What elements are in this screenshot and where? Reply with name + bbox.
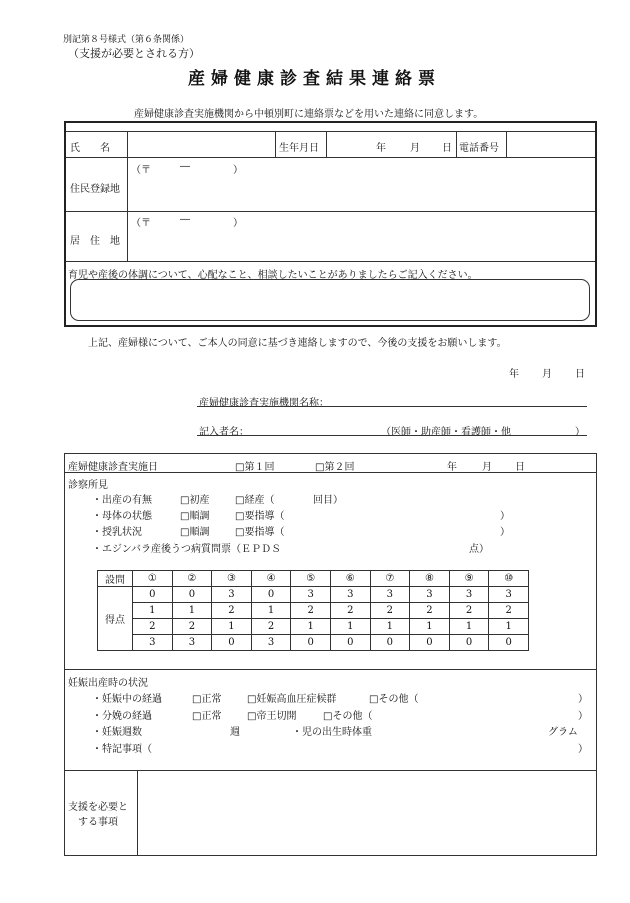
form-number: 別記第８号様式（第６条関係） (63, 35, 190, 45)
support-needed-label-2: する事項 (78, 817, 118, 828)
epds-score-cell[interactable]: 2 (449, 603, 489, 619)
request-year: 年 (509, 369, 519, 380)
birth-first-checkbox[interactable]: □初産 (180, 495, 210, 506)
epds-points: 点） (469, 544, 489, 555)
epds-score-cell[interactable]: 0 (133, 587, 173, 603)
epds-score-cell[interactable]: 1 (370, 619, 410, 635)
dob-day: 日 (442, 143, 452, 154)
epds-score-cell[interactable]: 0 (489, 635, 529, 651)
request-month: 月 (542, 369, 552, 380)
form-subtitle: （支援が必要とされる方） (68, 47, 200, 60)
epds-score-cell[interactable]: 2 (291, 603, 331, 619)
epds-score-cell[interactable]: 0 (291, 635, 331, 651)
concerns-box[interactable] (70, 279, 590, 321)
epds-score-cell[interactable]: 0 (410, 635, 450, 651)
dob-label: 生年月日 (279, 143, 319, 154)
epds-question-number: ⑦ (370, 571, 410, 587)
pregnancy-status-label: 妊娠出産時の状況 (68, 678, 148, 689)
epds-score-cell[interactable]: 3 (370, 587, 410, 603)
birth-label: ・出産の有無 (92, 495, 152, 506)
dob-year: 年 (376, 143, 386, 154)
close-paren: ） (578, 711, 588, 722)
request-statement: 上記、産婦様について、ご本人の同意に基づき連絡しますので、今後の支援をお願いします。 (88, 338, 507, 349)
epds-score-cell[interactable]: 0 (330, 635, 370, 651)
exam-round-2[interactable]: □第２回 (315, 462, 355, 473)
mother-good-checkbox[interactable]: □順調 (180, 511, 210, 522)
epds-score-cell[interactable]: 0 (449, 635, 489, 651)
writer-close: ） (575, 427, 585, 438)
exam-date-label: 産婦健康診査実施日 (68, 462, 158, 473)
course-hypertension-checkbox[interactable]: □妊娠高血圧症候群 (247, 694, 337, 705)
residence-label: 居 住 地 (70, 236, 120, 247)
epds-score-cell[interactable]: 2 (330, 603, 370, 619)
epds-score-cell[interactable]: 2 (133, 619, 173, 635)
close-paren: ） (500, 511, 510, 522)
birth-times: 回目） (313, 495, 343, 506)
writer-roles: （医師・助産師・看護師・他 (381, 427, 511, 438)
epds-label: ・エジンバラ産後うつ病質問票（ＥＰＤＳ (92, 544, 282, 555)
postal-close: ） (233, 218, 243, 229)
epds-score-cell[interactable]: 3 (489, 587, 529, 603)
postal-close: ） (233, 165, 243, 176)
phone-label: 電話番号 (459, 143, 499, 154)
birth-multi-checkbox[interactable]: □経産（ (235, 495, 275, 506)
epds-score-cell[interactable]: 0 (370, 635, 410, 651)
special-notes-label: ・特記事項（ (92, 744, 152, 755)
postal-open: （〒 (131, 218, 151, 229)
exam-round-1[interactable]: □第１回 (235, 462, 275, 473)
delivery-cesarean-checkbox[interactable]: □帝王切開 (247, 711, 297, 722)
epds-score-cell[interactable]: 3 (212, 587, 252, 603)
findings-label: 診察所見 (68, 480, 108, 491)
writer-name-label: 記入者名： (199, 427, 249, 438)
postal-open: （〒 (131, 165, 151, 176)
epds-score-cell[interactable]: 2 (489, 603, 529, 619)
weeks-unit: 週 (230, 727, 240, 738)
request-day: 日 (575, 369, 585, 380)
course-other-checkbox[interactable]: □その他（ (369, 694, 419, 705)
epds-score-cell[interactable]: 3 (172, 635, 212, 651)
mother-guidance-checkbox[interactable]: □要指導（ (235, 511, 285, 522)
lactation-guidance-checkbox[interactable]: □要指導（ (235, 527, 285, 538)
epds-score-cell[interactable]: 3 (449, 587, 489, 603)
epds-score-cell[interactable]: 2 (172, 619, 212, 635)
epds-score-cell[interactable]: 2 (410, 603, 450, 619)
close-paren: ） (578, 694, 588, 705)
epds-question-number: ④ (251, 571, 291, 587)
epds-score-cell[interactable]: 1 (330, 619, 370, 635)
course-normal-checkbox[interactable]: □正常 (192, 694, 222, 705)
epds-question-number: ⑧ (410, 571, 450, 587)
epds-score-cell[interactable]: 0 (251, 587, 291, 603)
institution-name-label: 産婦健康診査実施機関名称： (199, 398, 329, 409)
epds-question-number: ① (133, 571, 173, 587)
epds-score-cell[interactable]: 3 (410, 587, 450, 603)
epds-score-cell[interactable]: 1 (291, 619, 331, 635)
delivery-normal-checkbox[interactable]: □正常 (192, 711, 222, 722)
epds-score-cell[interactable]: 1 (449, 619, 489, 635)
epds-score-cell[interactable]: 0 (172, 587, 212, 603)
epds-question-number: ③ (212, 571, 252, 587)
delivery-course-label: ・分娩の経過 (92, 711, 152, 722)
dob-month: 月 (410, 143, 420, 154)
epds-question-header: 設問 (98, 571, 133, 587)
exam-year: 年 (447, 462, 457, 473)
epds-score-cell[interactable]: 1 (251, 603, 291, 619)
epds-question-number: ② (172, 571, 212, 587)
epds-score-cell[interactable]: 3 (330, 587, 370, 603)
close-paren: ） (578, 744, 588, 755)
epds-score-cell[interactable]: 1 (410, 619, 450, 635)
support-needed-label: 支援を必要と (68, 802, 128, 813)
mother-condition-label: ・母体の状態 (92, 511, 152, 522)
postal-dash: ― (180, 214, 190, 225)
epds-question-number: ⑩ (489, 571, 529, 587)
lactation-good-checkbox[interactable]: □順調 (180, 527, 210, 538)
epds-score-cell[interactable]: 2 (251, 619, 291, 635)
epds-score-cell[interactable]: 1 (172, 603, 212, 619)
epds-score-table (97, 570, 529, 651)
epds-score-cell[interactable]: 0 (212, 635, 252, 651)
concerns-prompt: 育児や産後の体調について、心配なこと、相談したいことがありましたらご記入ください。 (68, 270, 478, 281)
delivery-other-checkbox[interactable]: □その他（ (323, 711, 373, 722)
epds-question-number: ⑤ (291, 571, 331, 587)
close-paren: ） (500, 527, 510, 538)
pregnancy-course-label: ・妊娠中の経過 (92, 694, 162, 705)
epds-score-cell[interactable]: 2 (370, 603, 410, 619)
epds-score-header: 得点 (98, 587, 133, 651)
exam-day: 日 (515, 462, 525, 473)
birth-weight-label: ・児の出生時体重 (292, 727, 372, 738)
lactation-label: ・授乳状況 (92, 527, 142, 538)
epds-score-cell[interactable]: 1 (212, 619, 252, 635)
epds-score-cell[interactable]: 3 (251, 635, 291, 651)
epds-question-number: ⑨ (449, 571, 489, 587)
consent-statement: 産婦健康診査実施機関から中頓別町に連絡票などを用いた連絡に同意します。 (134, 109, 484, 120)
registered-address-label: 住民登録地 (70, 184, 120, 195)
page-title: 産婦健康診査結果連絡票 (188, 69, 441, 89)
name-label: 氏 名 (70, 143, 110, 154)
epds-score-cell[interactable]: 2 (212, 603, 252, 619)
gram-unit: グラム (548, 727, 578, 738)
exam-month: 月 (482, 462, 492, 473)
epds-score-cell[interactable]: 1 (489, 619, 529, 635)
epds-question-number: ⑥ (330, 571, 370, 587)
epds-score-cell[interactable]: 1 (133, 603, 173, 619)
postal-dash: ― (180, 161, 190, 172)
epds-score-cell[interactable]: 3 (291, 587, 331, 603)
epds-score-cell[interactable]: 3 (133, 635, 173, 651)
gestational-weeks-label: ・妊娠週数 (92, 727, 142, 738)
